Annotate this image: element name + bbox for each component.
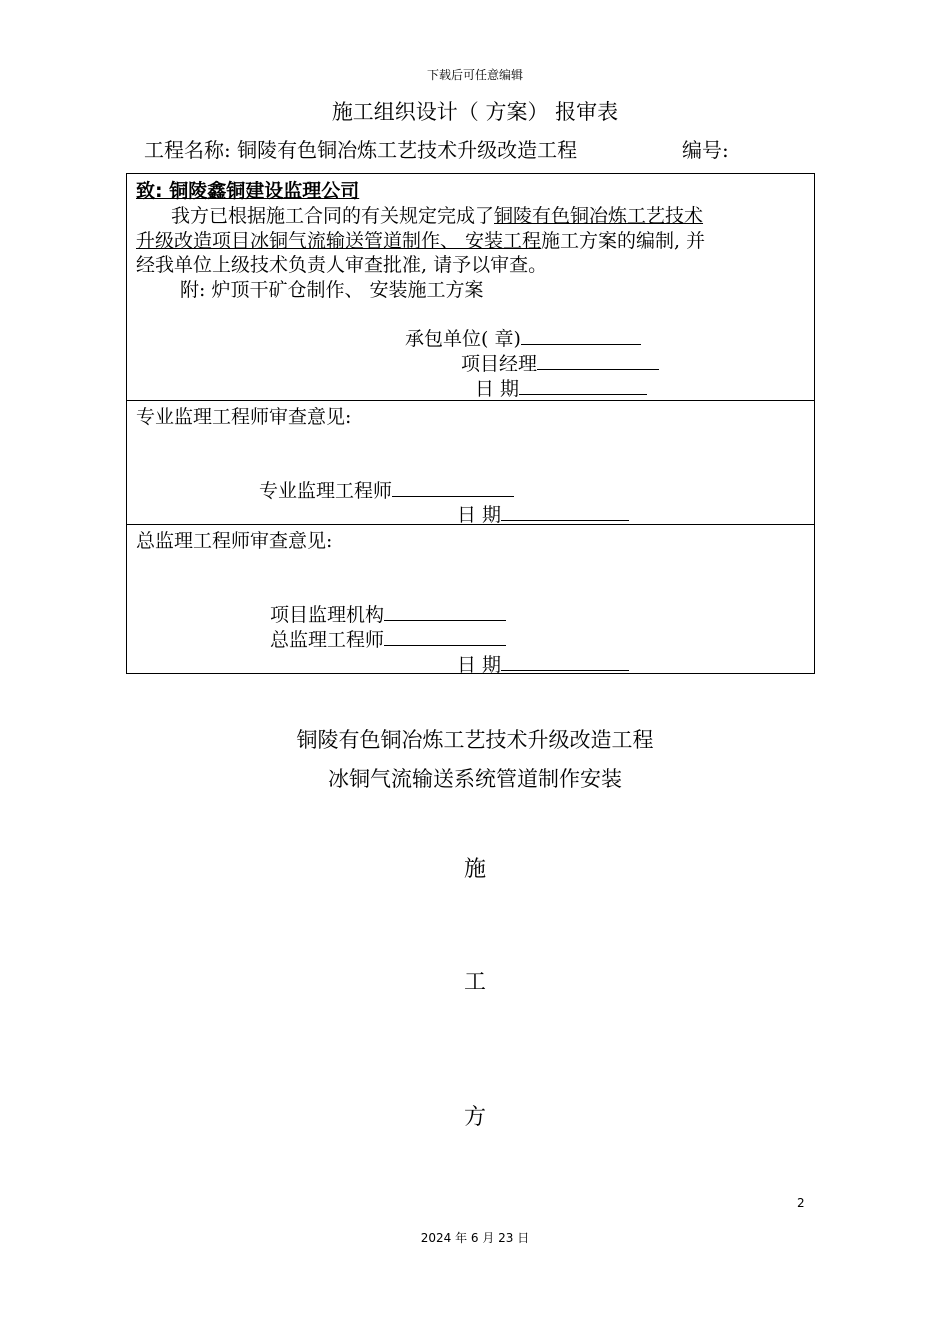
chief-review-title: 总监理工程师审查意见: <box>136 530 333 552</box>
manager-sign-line <box>461 349 659 376</box>
addressee: 致: 铜陵鑫铜建设监理公司 <box>136 180 360 202</box>
document-title: 施工组织设计（ 方案） 报审表 <box>331 100 619 124</box>
org-sign-line <box>270 600 506 627</box>
specialist-label: 专业监理工程师 <box>259 480 393 502</box>
contractor-blank <box>521 326 641 345</box>
manager-label: 项目经理 <box>461 353 538 375</box>
cover-char-3: 方 <box>463 1105 486 1130</box>
body-line-1-underlined: 铜陵有色铜冶炼工艺技术 <box>494 205 704 227</box>
cover-title-line-1: 铜陵有色铜冶炼工艺技术升级改造工程 <box>296 728 654 752</box>
body-line-2-underlined: 升级改造项目冰铜气流输送管道制作、 安装工程 <box>136 230 542 252</box>
date-sign-line-1 <box>475 374 647 401</box>
date-sign-line-2 <box>457 500 629 527</box>
manager-blank <box>537 351 659 370</box>
specialist-review-title: 专业监理工程师审查意见: <box>136 406 352 428</box>
date-blank-3 <box>501 652 629 671</box>
header-note: 下载后可任意编辑 <box>426 68 523 82</box>
body-line-1-prefix: 我方已根据施工合同的有关规定完成了 <box>171 205 495 227</box>
row-divider-1 <box>127 400 814 401</box>
body-line-2-suffix: 施工方案的编制, 并 <box>541 230 706 252</box>
date-blank-1 <box>519 376 647 395</box>
date-blank-2 <box>501 502 629 521</box>
date-sign-line-3 <box>457 650 629 677</box>
specialist-blank <box>392 478 514 497</box>
date-label-3: 日 期 <box>457 654 502 676</box>
chief-label: 总监理工程师 <box>270 629 385 651</box>
code-label: 编号: <box>682 138 729 162</box>
cover-title-line-2: 冰铜气流输送系统管道制作安装 <box>328 767 622 791</box>
specialist-sign-line <box>259 476 514 503</box>
body-line-2 <box>136 226 705 253</box>
contractor-sign-line <box>405 324 641 351</box>
attachment-line: 附: 炉顶干矿仓制作、 安装施工方案 <box>180 279 484 301</box>
page-number: 2 <box>797 1196 805 1210</box>
org-blank <box>384 602 506 621</box>
date-label-2: 日 期 <box>457 504 502 526</box>
review-form-table <box>126 173 815 674</box>
cover-char-1: 施 <box>463 857 486 882</box>
date-label-1: 日 期 <box>475 378 520 400</box>
body-line-1 <box>171 201 703 228</box>
contractor-label: 承包单位( 章) <box>405 328 521 350</box>
project-name-line: 工程名称: 铜陵有色铜冶炼工艺技术升级改造工程 <box>144 138 578 162</box>
footer-date: 2024 年 6 月 23 日 <box>420 1231 530 1245</box>
body-line-3: 经我单位上级技术负责人审查批准, 请予以审查。 <box>136 254 548 276</box>
chief-blank <box>384 627 506 646</box>
org-label: 项目监理机构 <box>270 604 385 626</box>
cover-char-2: 工 <box>463 970 486 995</box>
chief-sign-line <box>270 625 506 652</box>
